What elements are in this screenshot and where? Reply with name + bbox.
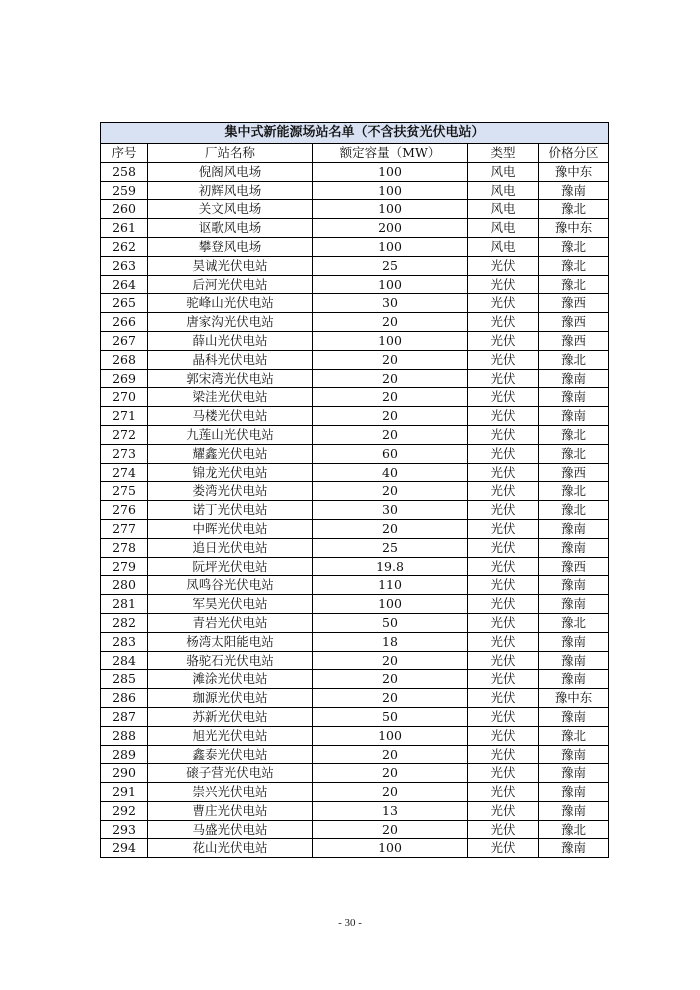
table-row	[101, 313, 609, 332]
cell-zone: 豫西	[539, 463, 609, 482]
cell-zone: 豫中东	[539, 162, 609, 181]
cell-type: 光伏	[468, 839, 539, 858]
cell-type: 风电	[468, 219, 539, 238]
cell-name: 珈源光伏电站	[148, 689, 313, 708]
cell-no: 263	[101, 256, 148, 275]
cell-zone: 豫南	[539, 407, 609, 426]
cell-no: 262	[101, 237, 148, 256]
cell-no: 275	[101, 482, 148, 501]
table-row	[101, 745, 609, 764]
header-row	[101, 144, 609, 163]
cell-name: 凤鸣谷光伏电站	[148, 576, 313, 595]
cell-zone: 豫南	[539, 388, 609, 407]
cell-type: 光伏	[468, 313, 539, 332]
cell-capacity: 110	[313, 576, 468, 595]
cell-zone: 豫南	[539, 181, 609, 200]
cell-capacity: 20	[313, 313, 468, 332]
cell-zone: 豫南	[539, 801, 609, 820]
cell-capacity: 30	[313, 294, 468, 313]
cell-name: 军昊光伏电站	[148, 595, 313, 614]
cell-type: 光伏	[468, 745, 539, 764]
cell-name: 梁洼光伏电站	[148, 388, 313, 407]
table-row	[101, 237, 609, 256]
cell-capacity: 60	[313, 444, 468, 463]
table-row	[101, 482, 609, 501]
cell-no: 285	[101, 670, 148, 689]
cell-zone: 豫南	[539, 519, 609, 538]
cell-no: 280	[101, 576, 148, 595]
table-row	[101, 501, 609, 520]
table-row	[101, 707, 609, 726]
cell-name: 旭光光伏电站	[148, 726, 313, 745]
cell-capacity: 20	[313, 482, 468, 501]
table-row	[101, 576, 609, 595]
cell-zone: 豫南	[539, 764, 609, 783]
cell-zone: 豫北	[539, 501, 609, 520]
cell-no: 287	[101, 707, 148, 726]
cell-name: 鑫泰光伏电站	[148, 745, 313, 764]
cell-name: 耀鑫光伏电站	[148, 444, 313, 463]
table-row	[101, 764, 609, 783]
cell-zone: 豫北	[539, 444, 609, 463]
table-row	[101, 388, 609, 407]
cell-name: 青岩光伏电站	[148, 613, 313, 632]
cell-type: 光伏	[468, 444, 539, 463]
cell-type: 风电	[468, 162, 539, 181]
cell-name: 讴歌风电场	[148, 219, 313, 238]
cell-type: 光伏	[468, 425, 539, 444]
cell-capacity: 19.8	[313, 557, 468, 576]
page-number: - 30 -	[338, 917, 362, 929]
cell-zone: 豫北	[539, 425, 609, 444]
cell-no: 270	[101, 388, 148, 407]
cell-name: 苏新光伏电站	[148, 707, 313, 726]
cell-capacity: 18	[313, 632, 468, 651]
cell-zone: 豫南	[539, 745, 609, 764]
cell-type: 光伏	[468, 820, 539, 839]
cell-no: 266	[101, 313, 148, 332]
table-row	[101, 689, 609, 708]
cell-zone: 豫北	[539, 482, 609, 501]
table-row	[101, 162, 609, 181]
cell-no: 289	[101, 745, 148, 764]
cell-capacity: 20	[313, 745, 468, 764]
cell-capacity: 30	[313, 501, 468, 520]
cell-no: 278	[101, 538, 148, 557]
cell-type: 光伏	[468, 576, 539, 595]
station-table	[100, 122, 609, 858]
table-body	[101, 162, 609, 857]
cell-name: 薛山光伏电站	[148, 331, 313, 350]
table-row	[101, 519, 609, 538]
cell-no: 269	[101, 369, 148, 388]
table-row	[101, 839, 609, 858]
cell-name: 磙子营光伏电站	[148, 764, 313, 783]
cell-capacity: 13	[313, 801, 468, 820]
table-row	[101, 369, 609, 388]
cell-name: 昊诚光伏电站	[148, 256, 313, 275]
table-row	[101, 256, 609, 275]
cell-no: 291	[101, 783, 148, 802]
cell-type: 光伏	[468, 689, 539, 708]
cell-zone: 豫北	[539, 350, 609, 369]
table-row	[101, 726, 609, 745]
cell-no: 268	[101, 350, 148, 369]
cell-capacity: 20	[313, 369, 468, 388]
title-row	[101, 123, 609, 144]
cell-type: 风电	[468, 237, 539, 256]
table-row	[101, 651, 609, 670]
cell-name: 曹庄光伏电站	[148, 801, 313, 820]
cell-capacity: 25	[313, 256, 468, 275]
cell-type: 光伏	[468, 538, 539, 557]
cell-zone: 豫西	[539, 294, 609, 313]
cell-capacity: 25	[313, 538, 468, 557]
cell-name: 唐家沟光伏电站	[148, 313, 313, 332]
cell-type: 光伏	[468, 275, 539, 294]
cell-capacity: 100	[313, 200, 468, 219]
cell-name: 晶科光伏电站	[148, 350, 313, 369]
cell-name: 九莲山光伏电站	[148, 425, 313, 444]
cell-type: 光伏	[468, 783, 539, 802]
cell-type: 光伏	[468, 256, 539, 275]
cell-type: 光伏	[468, 651, 539, 670]
cell-name: 马楼光伏电站	[148, 407, 313, 426]
cell-capacity: 20	[313, 350, 468, 369]
cell-no: 273	[101, 444, 148, 463]
table-row	[101, 407, 609, 426]
cell-type: 光伏	[468, 294, 539, 313]
table-row	[101, 613, 609, 632]
cell-name: 娄湾光伏电站	[148, 482, 313, 501]
cell-type: 风电	[468, 200, 539, 219]
cell-no: 260	[101, 200, 148, 219]
table-row	[101, 219, 609, 238]
table-row	[101, 425, 609, 444]
cell-capacity: 100	[313, 595, 468, 614]
station-list-sheet	[100, 122, 608, 858]
cell-type: 光伏	[468, 613, 539, 632]
cell-capacity: 20	[313, 670, 468, 689]
cell-type: 风电	[468, 181, 539, 200]
cell-capacity: 20	[313, 651, 468, 670]
cell-no: 271	[101, 407, 148, 426]
cell-name: 初辉风电场	[148, 181, 313, 200]
cell-name: 驼峰山光伏电站	[148, 294, 313, 313]
cell-type: 光伏	[468, 557, 539, 576]
table-row	[101, 294, 609, 313]
cell-name: 阮坪光伏电站	[148, 557, 313, 576]
cell-name: 诺丁光伏电站	[148, 501, 313, 520]
cell-capacity: 100	[313, 181, 468, 200]
header-capacity: 额定容量（MW）	[313, 144, 468, 163]
cell-zone: 豫北	[539, 820, 609, 839]
cell-name: 杨湾太阳能电站	[148, 632, 313, 651]
cell-no: 264	[101, 275, 148, 294]
table-row	[101, 181, 609, 200]
cell-capacity: 20	[313, 689, 468, 708]
cell-no: 288	[101, 726, 148, 745]
table-row	[101, 275, 609, 294]
table-row	[101, 331, 609, 350]
cell-no: 281	[101, 595, 148, 614]
cell-type: 光伏	[468, 707, 539, 726]
cell-name: 锦龙光伏电站	[148, 463, 313, 482]
header-no: 序号	[101, 144, 148, 163]
table-row	[101, 200, 609, 219]
table-row	[101, 820, 609, 839]
cell-capacity: 50	[313, 613, 468, 632]
cell-zone: 豫南	[539, 783, 609, 802]
cell-zone: 豫南	[539, 595, 609, 614]
table-row	[101, 595, 609, 614]
cell-type: 光伏	[468, 350, 539, 369]
cell-capacity: 100	[313, 162, 468, 181]
cell-zone: 豫中东	[539, 689, 609, 708]
cell-name: 倪阁风电场	[148, 162, 313, 181]
cell-type: 光伏	[468, 764, 539, 783]
table-title: 集中式新能源场站名单（不含扶贫光伏电站）	[101, 123, 609, 144]
table-row	[101, 350, 609, 369]
table-row	[101, 463, 609, 482]
cell-zone: 豫西	[539, 313, 609, 332]
cell-type: 光伏	[468, 801, 539, 820]
cell-capacity: 100	[313, 331, 468, 350]
cell-type: 光伏	[468, 670, 539, 689]
header-zone: 价格分区	[539, 144, 609, 163]
cell-type: 光伏	[468, 463, 539, 482]
cell-zone: 豫西	[539, 557, 609, 576]
cell-capacity: 100	[313, 839, 468, 858]
cell-name: 攀登风电场	[148, 237, 313, 256]
cell-capacity: 200	[313, 219, 468, 238]
cell-type: 光伏	[468, 632, 539, 651]
cell-type: 光伏	[468, 369, 539, 388]
cell-capacity: 40	[313, 463, 468, 482]
cell-no: 282	[101, 613, 148, 632]
cell-capacity: 20	[313, 388, 468, 407]
cell-zone: 豫北	[539, 275, 609, 294]
cell-capacity: 20	[313, 519, 468, 538]
cell-name: 花山光伏电站	[148, 839, 313, 858]
cell-capacity: 20	[313, 783, 468, 802]
cell-zone: 豫北	[539, 256, 609, 275]
cell-type: 光伏	[468, 726, 539, 745]
cell-zone: 豫南	[539, 707, 609, 726]
cell-name: 关文风电场	[148, 200, 313, 219]
cell-name: 崇兴光伏电站	[148, 783, 313, 802]
cell-no: 277	[101, 519, 148, 538]
cell-zone: 豫南	[539, 651, 609, 670]
table-row	[101, 444, 609, 463]
cell-zone: 豫南	[539, 632, 609, 651]
cell-no: 279	[101, 557, 148, 576]
cell-zone: 豫北	[539, 726, 609, 745]
cell-zone: 豫南	[539, 538, 609, 557]
cell-name: 郭宋湾光伏电站	[148, 369, 313, 388]
cell-no: 258	[101, 162, 148, 181]
cell-zone: 豫北	[539, 237, 609, 256]
cell-type: 光伏	[468, 519, 539, 538]
header-name: 厂站名称	[148, 144, 313, 163]
cell-no: 261	[101, 219, 148, 238]
cell-no: 267	[101, 331, 148, 350]
cell-name: 滩涂光伏电站	[148, 670, 313, 689]
cell-zone: 豫南	[539, 839, 609, 858]
cell-type: 光伏	[468, 501, 539, 520]
cell-type: 光伏	[468, 482, 539, 501]
table-row	[101, 801, 609, 820]
cell-name: 马盛光伏电站	[148, 820, 313, 839]
cell-no: 259	[101, 181, 148, 200]
table-row	[101, 670, 609, 689]
cell-zone: 豫南	[539, 670, 609, 689]
cell-no: 272	[101, 425, 148, 444]
cell-name: 骆驼石光伏电站	[148, 651, 313, 670]
cell-no: 286	[101, 689, 148, 708]
cell-name: 后河光伏电站	[148, 275, 313, 294]
header-type: 类型	[468, 144, 539, 163]
cell-type: 光伏	[468, 388, 539, 407]
cell-zone: 豫北	[539, 200, 609, 219]
cell-name: 中晖光伏电站	[148, 519, 313, 538]
cell-no: 265	[101, 294, 148, 313]
table-head	[101, 123, 609, 163]
cell-type: 光伏	[468, 595, 539, 614]
cell-no: 294	[101, 839, 148, 858]
table-row	[101, 783, 609, 802]
cell-zone: 豫北	[539, 613, 609, 632]
cell-no: 292	[101, 801, 148, 820]
table-row	[101, 538, 609, 557]
cell-capacity: 100	[313, 275, 468, 294]
cell-type: 光伏	[468, 407, 539, 426]
cell-zone: 豫西	[539, 331, 609, 350]
cell-capacity: 20	[313, 425, 468, 444]
cell-no: 276	[101, 501, 148, 520]
cell-capacity: 100	[313, 237, 468, 256]
cell-zone: 豫中东	[539, 219, 609, 238]
cell-capacity: 100	[313, 726, 468, 745]
cell-type: 光伏	[468, 331, 539, 350]
cell-capacity: 50	[313, 707, 468, 726]
cell-no: 290	[101, 764, 148, 783]
cell-zone: 豫南	[539, 576, 609, 595]
cell-no: 284	[101, 651, 148, 670]
cell-capacity: 20	[313, 820, 468, 839]
cell-no: 293	[101, 820, 148, 839]
cell-name: 追日光伏电站	[148, 538, 313, 557]
table-row	[101, 557, 609, 576]
cell-capacity: 20	[313, 407, 468, 426]
table-row	[101, 632, 609, 651]
cell-no: 274	[101, 463, 148, 482]
cell-capacity: 20	[313, 764, 468, 783]
cell-zone: 豫南	[539, 369, 609, 388]
cell-no: 283	[101, 632, 148, 651]
